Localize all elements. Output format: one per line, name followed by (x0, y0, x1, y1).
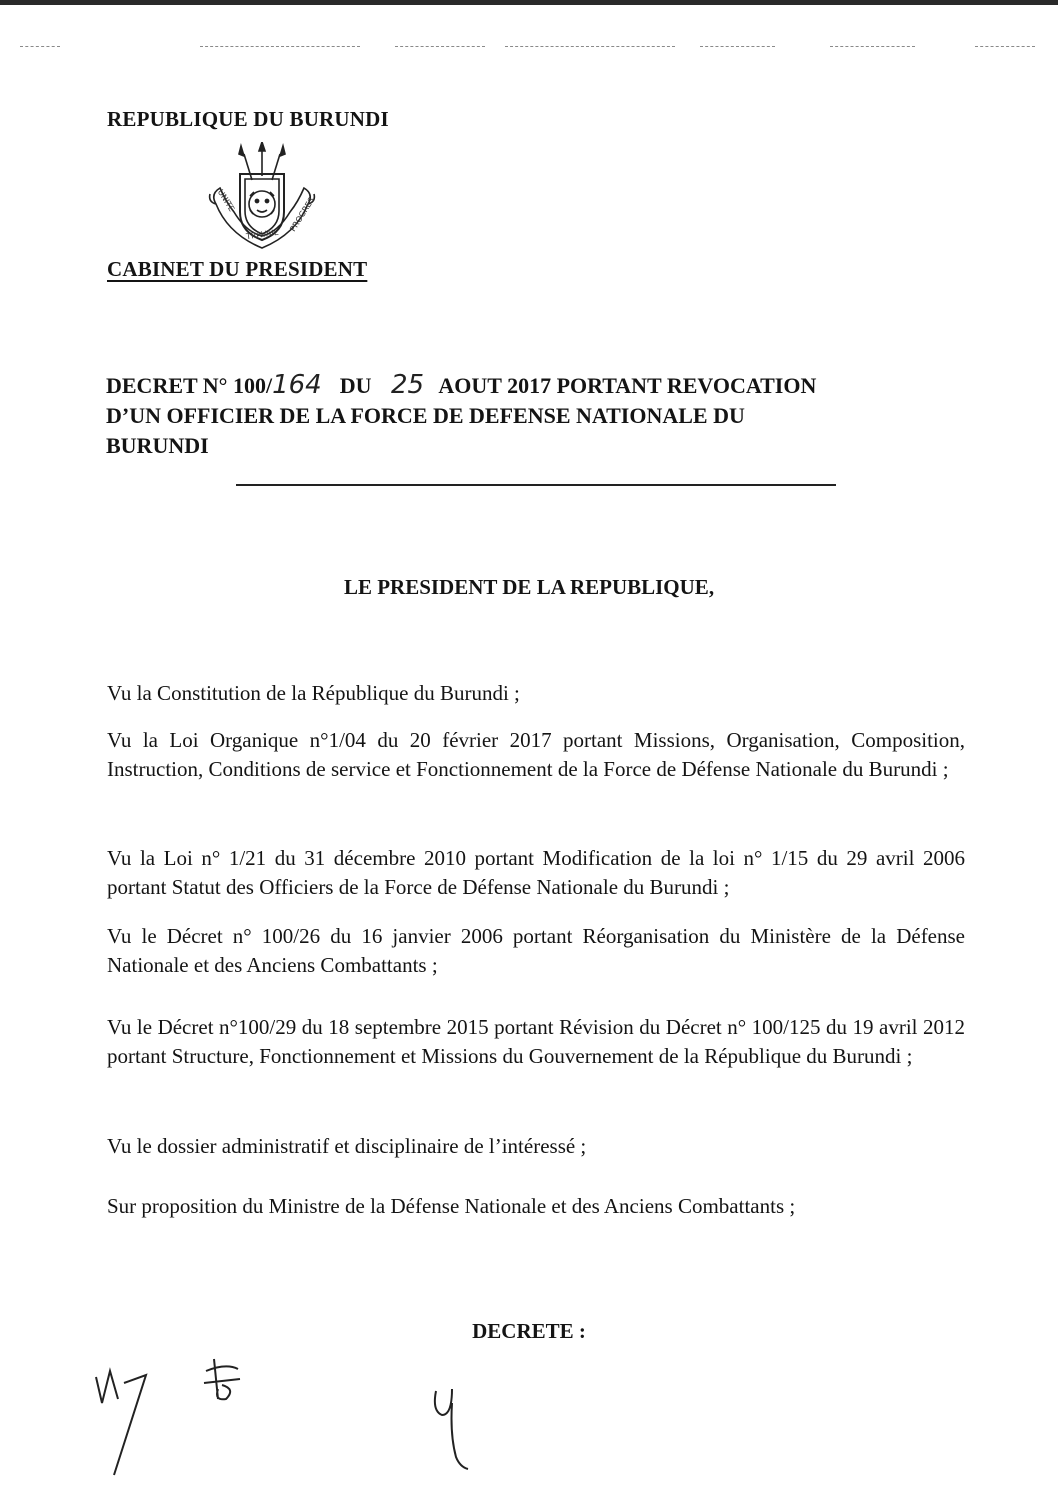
handwritten-initial-2 (196, 1355, 256, 1410)
scan-dash-line (395, 46, 485, 47)
consideration-loi-organique: Vu la Loi Organique n°1/04 du 20 février 2017 portant Missions, Organisation, Composition, Instruction, Conditions de service et Fonctionnement de la Force de Défense Nationale du Burundi ; (107, 728, 965, 781)
handwritten-decree-day: 25 (391, 370, 425, 400)
handwritten-decree-number: 164 (272, 370, 322, 400)
president-heading: LE PRESIDENT DE LA REPUBLIQUE, (343, 575, 715, 599)
country-heading: REPUBLIQUE DU BURUNDI (107, 107, 389, 131)
scan-dash-line (700, 46, 775, 47)
decrete-heading: DECRETE : (472, 1319, 586, 1343)
cabinet-heading: CABINET DU PRESIDENT (107, 257, 368, 281)
consideration-decret-revision: Vu le Décret n°100/29 du 18 septembre 2015 portant Révision du Décret n° 100/125 du 19 avril 2012 portant Structure, Fonctionnement et Missions du Gouvernement de la République du Burundi ; (107, 1015, 965, 1068)
consideration-dossier: Vu le dossier administratif et disciplinaire de l’intéressé ; (107, 1134, 587, 1158)
scan-dash-line (20, 46, 60, 47)
consideration-loi-statut: Vu la Loi n° 1/21 du 31 décembre 2010 portant Modification de la loi n° 1/15 du 29 avril 2006 portant Statut des Officiers de la Force de Défense Nationale du Burundi ; (107, 846, 965, 899)
decree-du: DU (339, 373, 372, 398)
consideration-proposition: Sur proposition du Ministre de la Défense Nationale et des Anciens Combattants ; (107, 1194, 796, 1218)
decree-title-rest: AOUT 2017 PORTANT REVOCATION (438, 373, 817, 398)
title-separator-rule (236, 484, 836, 486)
consideration-decret-reorganisation: Vu le Décret n° 100/26 du 16 janvier 2006 portant Réorganisation du Ministère de la Défense Nationale et des Anciens Combattants ; (107, 924, 965, 977)
scan-dash-line (975, 46, 1035, 47)
emblem-motto-center: TRAVAIL (245, 227, 279, 242)
decree-title-line-1 (106, 370, 936, 401)
emblem-motto-right: PROGRES (288, 195, 317, 234)
scan-top-border (0, 0, 1058, 5)
scan-dash-line (200, 46, 360, 47)
decree-title (106, 370, 936, 461)
scan-dash-line (505, 46, 675, 47)
emblem-motto-left: UNITE (215, 187, 237, 214)
scan-dash-line (830, 46, 915, 47)
decree-title-line-2: D’UN OFFICIER DE LA FORCE DE DEFENSE NATIONALE DU (106, 403, 745, 428)
decree-title-line-3: BURUNDI (106, 433, 209, 458)
handwritten-initial-1 (88, 1365, 158, 1490)
consideration-constitution: Vu la Constitution de la République du Burundi ; (107, 681, 520, 705)
handwritten-initial-3 (428, 1385, 478, 1480)
decree-number-prefix: DECRET N° 100/ (106, 373, 273, 398)
